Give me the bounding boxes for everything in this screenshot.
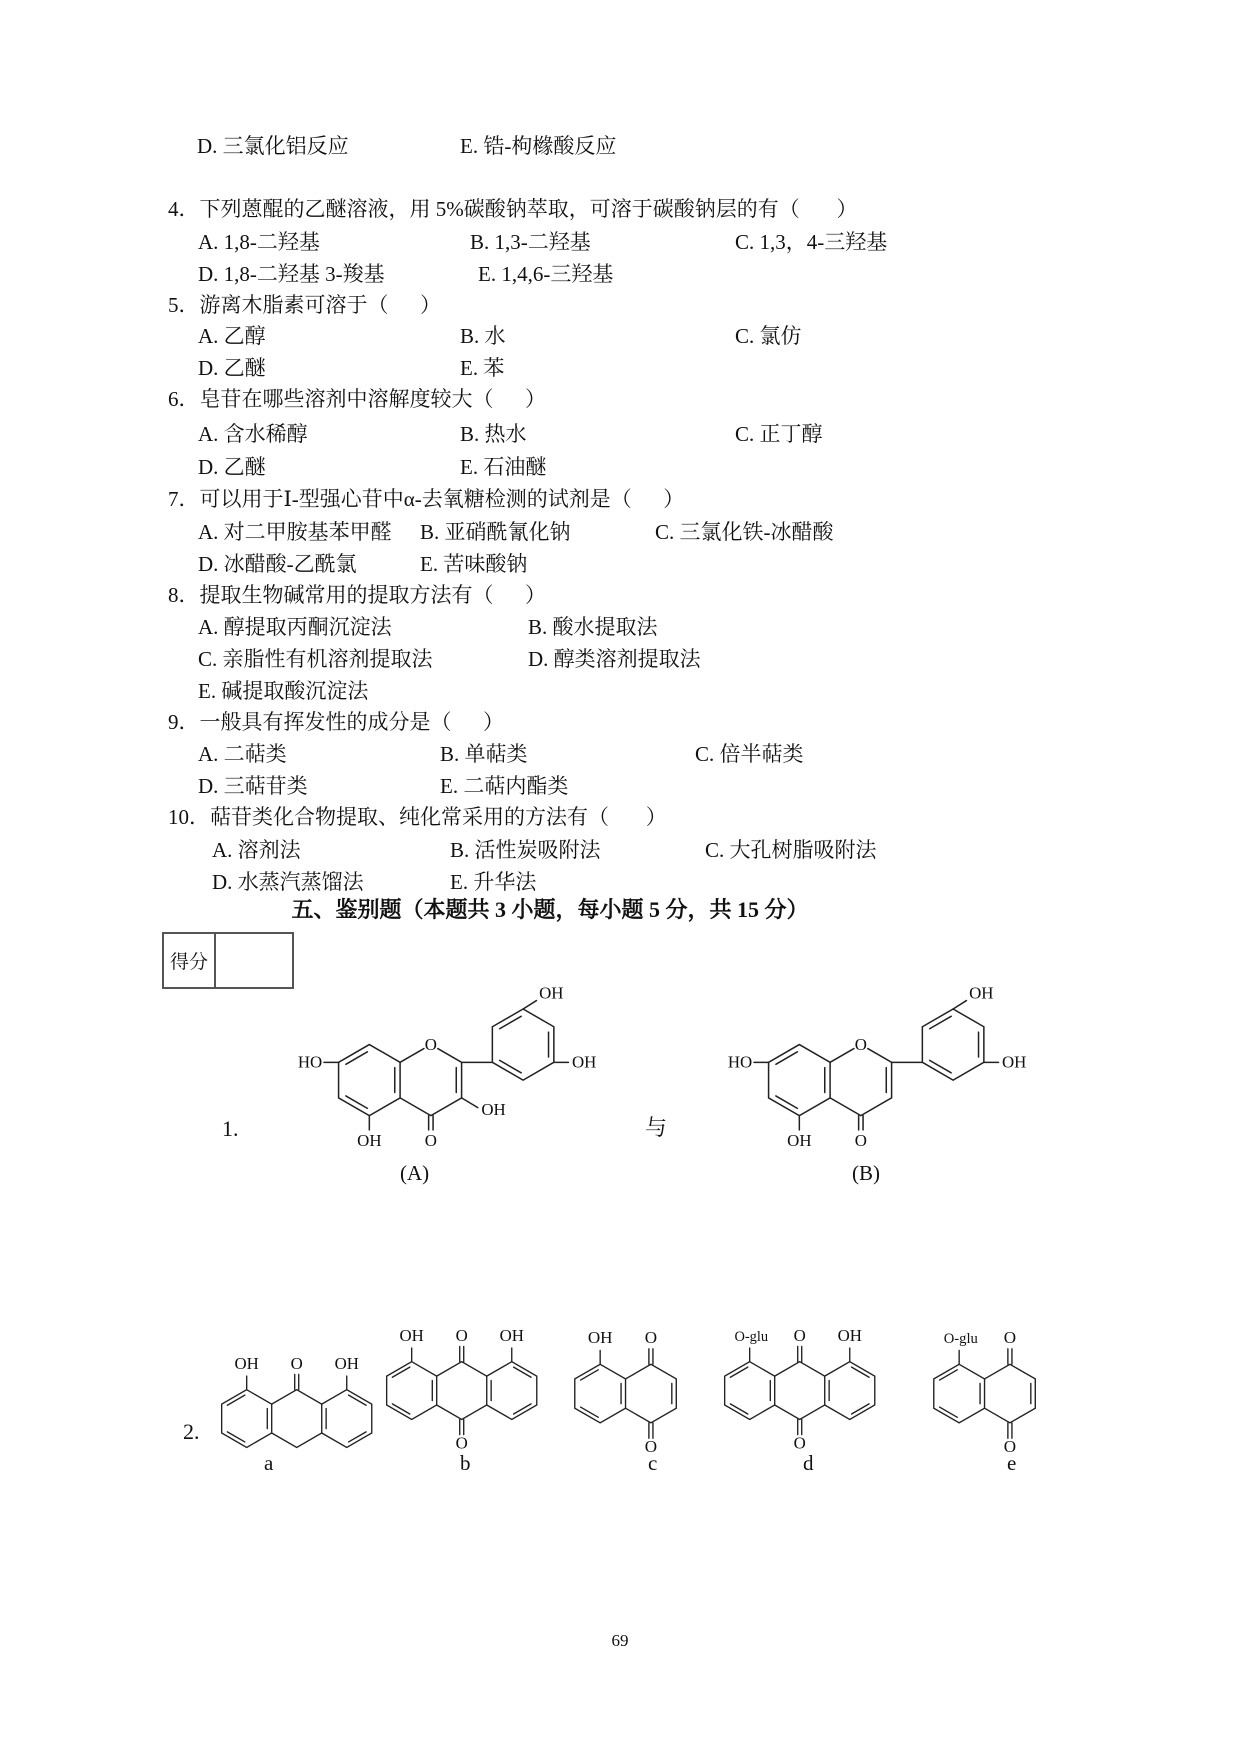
atom-label-Oglu: O-glu	[943, 1331, 978, 1348]
page-number: 69	[611, 1631, 629, 1650]
q7-option-e: E. 苦味酸钠	[420, 552, 528, 576]
structure-c-naphthoquinone	[566, 1322, 688, 1462]
q8-option-a: A. 醇提取丙酮沉淀法	[198, 615, 392, 639]
score-value-cell	[216, 934, 292, 987]
q6-option-d: D. 乙醚	[198, 455, 266, 479]
q10-option-d: D. 水蒸汽蒸馏法	[212, 870, 364, 894]
atom-label-OH8: OH	[837, 1325, 862, 1345]
score-box	[162, 932, 294, 989]
atom-label-OH3p: OH	[969, 983, 994, 1003]
atom-label-OH5: OH	[357, 1130, 382, 1150]
atom-label-O1: O	[644, 1328, 658, 1348]
q6-option-e: E. 石油醚	[460, 455, 547, 479]
structure-c-label: c	[648, 1451, 658, 1475]
structure-b-label: b	[460, 1451, 471, 1475]
q6-stem: 6．皂苷在哪些溶剂中溶解度较大（ ）	[168, 387, 546, 411]
q8-option-e: E. 碱提取酸沉淀法	[198, 679, 369, 703]
q5-option-e: E. 苯	[460, 356, 505, 380]
q10-option-b: B. 活性炭吸附法	[450, 838, 601, 862]
q9-stem: 9．一般具有挥发性的成分是（ ）	[168, 710, 504, 734]
q4-stem: 4．下列蒽醌的乙醚溶液，用 5%碳酸钠萃取，可溶于碳酸钠层的有（ ）	[168, 197, 858, 221]
atom-label-OH5: OH	[587, 1328, 613, 1348]
q6-option-c: C. 正丁醇	[735, 422, 823, 446]
atom-label-OH8: OH	[334, 1353, 359, 1373]
q4-option-b: B. 1,3-二羟基	[470, 230, 591, 254]
structure-e-naphthoquinone-glucoside	[925, 1322, 1047, 1462]
structure-a-anthrone	[213, 1348, 383, 1460]
q8-stem: 8．提取生物碱常用的提取方法有（ ）	[168, 583, 546, 607]
atom-label-O10: O	[793, 1433, 806, 1453]
atom-label-OH8: OH	[499, 1325, 524, 1345]
q7-option-c: C. 三氯化铁-冰醋酸	[655, 520, 834, 544]
structure-A-label: (A)	[400, 1161, 430, 1185]
item1-conjunction: 与	[645, 1115, 668, 1140]
q7-option-b: B. 亚硝酰氰化钠	[420, 520, 571, 544]
atom-label-O4: O	[644, 1437, 658, 1457]
atom-label-OH1: OH	[234, 1353, 259, 1373]
atom-label-Oglu: O-glu	[734, 1328, 769, 1345]
q9-option-c: C. 倍半萜类	[695, 742, 804, 766]
atom-label-HO: HO	[297, 1052, 323, 1072]
atom-label-O4: O	[854, 1130, 867, 1150]
q5-option-a: A. 乙醇	[198, 324, 266, 348]
q4-option-a: A. 1,8-二羟基	[198, 230, 320, 254]
item1-number: 1.	[222, 1116, 239, 1141]
atom-label-O9: O	[290, 1353, 303, 1373]
q3-option-d: D. 三氯化铝反应	[197, 134, 349, 158]
q10-option-e: E. 升华法	[450, 870, 537, 894]
q8-option-c: C. 亲脂性有机溶剂提取法	[198, 647, 433, 671]
q8-option-b: B. 酸水提取法	[528, 615, 658, 639]
atom-label-O9: O	[455, 1325, 468, 1345]
q5-option-b: B. 水	[460, 324, 506, 348]
q9-option-d: D. 三萜苷类	[198, 774, 308, 798]
atom-label-O10: O	[455, 1433, 468, 1453]
q10-stem: 10．萜苷类化合物提取、纯化常采用的方法有（ ）	[168, 805, 667, 829]
structure-B-label: (B)	[852, 1161, 880, 1185]
q9-option-b: B. 单萜类	[440, 742, 528, 766]
q6-option-b: B. 热水	[460, 422, 527, 446]
atom-label-OH3: OH	[481, 1099, 506, 1119]
structure-d-anthraquinone-glucoside	[716, 1320, 886, 1458]
atom-label-OH5: OH	[787, 1130, 812, 1150]
q4-option-c: C. 1,3，4-三羟基	[735, 230, 888, 254]
structure-b-anthraquinone	[378, 1320, 548, 1458]
q4-option-e: E. 1,4,6-三羟基	[478, 262, 614, 286]
q9-option-a: A. 二萜类	[198, 742, 287, 766]
score-label: 得分	[164, 934, 216, 987]
atom-label-O9: O	[793, 1325, 806, 1345]
atom-label-OH1: OH	[399, 1325, 424, 1345]
q5-stem: 5．游离木脂素可溶于（ ）	[168, 293, 441, 317]
structure-e-label: e	[1007, 1451, 1017, 1475]
structure-A-quercetin	[297, 983, 620, 1156]
q5-option-c: C. 氯仿	[735, 324, 802, 348]
q7-option-a: A. 对二甲胺基苯甲醛	[198, 520, 392, 544]
q4-option-d: D. 1,8-二羟基 3-羧基	[198, 262, 385, 286]
q3-option-e: E. 锆-枸橼酸反应	[460, 134, 617, 158]
structure-B-luteolin	[727, 983, 1050, 1156]
atom-label-O4: O	[424, 1130, 437, 1150]
q10-option-a: A. 溶剂法	[212, 838, 301, 862]
atom-label-O1: O	[424, 1034, 437, 1054]
q7-option-d: D. 冰醋酸-乙酰氯	[198, 552, 357, 576]
q7-stem: 7．可以用于Ⅰ-型强心苷中α-去氧糖检测的试剂是（ ）	[168, 487, 685, 511]
atom-label-O1: O	[1003, 1328, 1017, 1348]
atom-label-HO: HO	[727, 1052, 753, 1072]
section-5-title: 五、鉴别题（本题共 3 小题，每小题 5 分，共 15 分）	[291, 897, 809, 922]
item2-number: 2.	[183, 1419, 200, 1444]
atom-label-OH3p: OH	[539, 983, 564, 1003]
q10-option-c: C. 大孔树脂吸附法	[705, 838, 877, 862]
atom-label-O1: O	[854, 1034, 867, 1054]
structure-a-label: a	[264, 1451, 274, 1475]
q6-option-a: A. 含水稀醇	[198, 422, 308, 446]
q8-option-d: D. 醇类溶剂提取法	[528, 647, 701, 671]
q9-option-e: E. 二萜内酯类	[440, 774, 569, 798]
atom-label-O4: O	[1003, 1437, 1017, 1457]
atom-label-OH4p: OH	[571, 1052, 597, 1072]
q5-option-d: D. 乙醚	[198, 356, 266, 380]
structure-d-label: d	[803, 1451, 814, 1475]
atom-label-OH4p: OH	[1001, 1052, 1027, 1072]
